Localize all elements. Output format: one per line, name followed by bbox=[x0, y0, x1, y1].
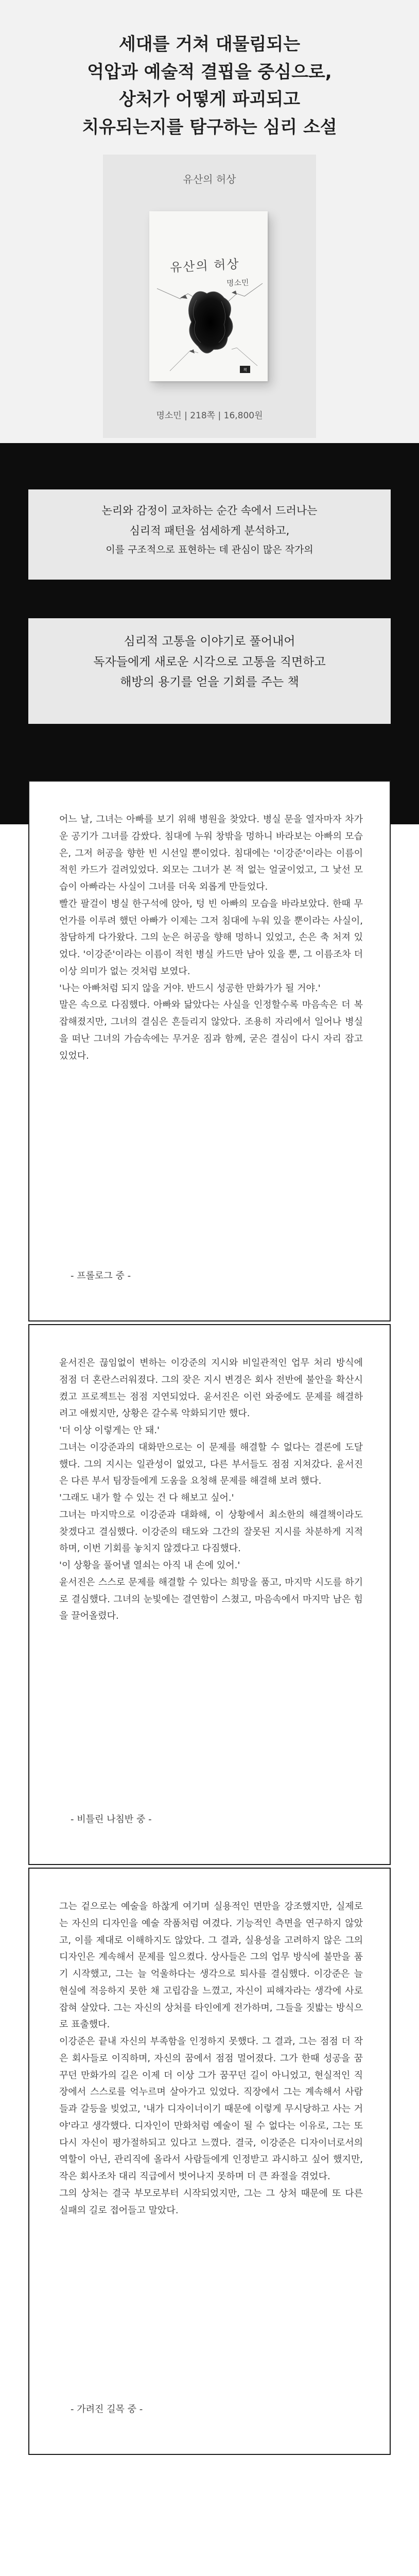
excerpt-paragraph: '더 이상 이렇게는 안 돼.' bbox=[59, 1425, 160, 1436]
excerpt-paragraph: 어느 날, 그녀는 아빠를 보기 위해 병원을 찾았다. 병실 문을 열자마자 차가운 공기가 그녀를 감쌌다. 침대에 누워 창밖을 멍하니 바라보는 아빠의 모습은, 그저 허공을 향한 빈 시선일 뿐이었다. 침대에는 '이강준'이라는 이름이 적힌 카드가 걸려있었다. 외모는 그녀가 본 적 없는 얼굴이었고, 그 낯선 모습이 아빠라는 사실이 그녀를 더욱 외롭게 만들었다. bbox=[59, 814, 363, 892]
excerpt-paragraph: 윤서진은 끊임없이 변하는 이강준의 지시와 비일관적인 업무 처리 방식에 점점 더 혼란스러워졌다. 그의 잦은 지시 변경은 회사 전반에 불안을 확산시켰고 프로젝트는 점점 지연되었다. 윤서진은 이런 와중에도 문제를 해결하려고 애썼지만, 상황은 갈수록 악화되기만 했다. bbox=[59, 1358, 363, 1419]
cover-author: 명소민 bbox=[226, 278, 249, 288]
excerpt-paragraph: 빨간 팔걸이 병실 한구석에 앉아, 텅 빈 아빠의 모습을 바라보았다. 한때 무언가를 이루려 했던 아빠가 이제는 그저 침대에 누워 있을 뿐이라는 사실이, 참담하게 다가왔다. 그의 눈은 허공을 향해 멍하니 있었고, 손은 축 처져 있었다. '이강준'이라는 이름이 적힌 병실 카드만 남아 있을 뿐, 그 이름조차 더 이상 의미가 없는 것처럼 보였다. bbox=[59, 898, 363, 977]
author-quote-box bbox=[28, 489, 391, 580]
excerpt-paragraph: 말은 속으로 다짐했다. 아빠와 닮았다는 사실을 인정할수록 마음속은 더 복잡해졌지만, 그녀의 결심은 흔들리지 않았다. 조용히 자리에서 일어나 병실을 떠난 그녀의 가슴속에는 무거운 짐과 함께, 굳은 결심이 다시 자리 잡고 있었다. bbox=[59, 999, 363, 1061]
excerpt-paragraph: 그녀는 이강준과의 대화만으로는 이 문제를 해결할 수 없다는 결론에 도달했다. 그의 지시는 일관성이 없었고, 다른 부서들도 점점 지쳐갔다. 윤서진은 다른 부서 팀장들에게 도움을 요청해 문제를 해결해 보려 했다. bbox=[59, 1442, 363, 1487]
excerpt-paragraph: 윤서진은 스스로 문제를 해결할 수 있다는 희망을 품고, 마지막 시도를 하기로 결심했다. 그녀의 눈빛에는 결연함이 스쳤고, 마음속에서 마지막 남은 힘을 끌어올렸다. bbox=[59, 1577, 363, 1622]
quote-line: 논리와 감정이 교차하는 순간 속에서 드러나는 bbox=[101, 504, 318, 517]
book-title: 유산의 허상 bbox=[183, 173, 236, 185]
book-quote-box bbox=[28, 618, 391, 724]
hero-section bbox=[0, 0, 419, 443]
excerpt-paragraph: '이 상황을 풀어낼 열쇠는 아직 내 손에 있어.' bbox=[59, 1560, 240, 1571]
excerpt-paragraph: 그의 상처는 결국 부모로부터 시작되었지만, 그는 그 상처 때문에 또 다른 실패의 길로 접어들고 말았다. bbox=[59, 2188, 363, 2216]
excerpt-paragraph: 이강준은 끝내 자신의 부족함을 인정하지 못했다. 그 결과, 그는 점점 더 작은 회사들로 이직하며, 자신의 꿈에서 점점 멀어졌다. 그가 한때 성공을 꿈꾸던 만화가의 길은 이제 더 이상 그가 꿈꾸던 길이 아니었고, 현실적인 직장에서 스스로를 억누르며 살아가고 있었다. 직장에서 그는 계속해서 사람들과 갈등을 빚었고, '내가 디자이너이기 때문에 이렇게 무시당하고 사는 거야'라고 생각했다. 디자인이 만화처럼 예술이 될 수 없다는 이유로, 그는 또다시 자신이 평가절하되고 있다고 느꼈다. 결국, 이강준은 디자이너로서의 역할이 아닌, 관리직에 올라서 사람들에게 인정받고 과시하고 싶어 했지만, 작은 회사조차 대리 직급에서 벗어나지 못하며 더 큰 좌절을 겪었다. bbox=[59, 2036, 363, 2182]
excerpt-body bbox=[59, 1899, 363, 2219]
quote-line: 해방의 용기를 얻을 기회를 주는 책 bbox=[120, 675, 299, 689]
cover-title: 유산의 허상 bbox=[169, 257, 240, 275]
quote-line: 심리적 고통을 이야기로 풀어내어 bbox=[124, 635, 295, 648]
headline-line: 상처가 어떻게 파괴되고 bbox=[118, 89, 301, 110]
headline-line: 세대를 거쳐 대물림되는 bbox=[118, 34, 301, 55]
excerpt-body bbox=[59, 811, 363, 1064]
excerpt-paragraph: 그는 겉으로는 예술을 하찮게 여기며 실용적인 면만을 강조했지만, 실제로는 자신의 디자인을 예술 작품처럼 여겼다. 기능적인 측면을 연구하지 않았고, 이를 제대로 이해하지도 않았다. 그 결과, 실용성을 고려하지 않은 그의 디자인은 계속해서 문제를 일으켰다. 상사들은 그의 업무 방식에 불만을 품기 시작했고, 그는 늘 억울하다는 생각으로 퇴사를 결심했다. 이강준은 늘 현실에 적응하지 못한 채 고립감을 느꼈고, 자신이 피해자라는 생각에 사로잡혀 살았다. 그는 자신의 상처를 타인에게 전가하며, 그들을 짓밟는 방식으로 표출했다. bbox=[59, 1901, 363, 2030]
excerpt-source: - 가려진 길목 중 - bbox=[71, 2404, 143, 2415]
excerpt-prologue bbox=[28, 781, 391, 1321]
excerpt-paragraph: '그래도 내가 할 수 있는 건 다 해보고 싶어.' bbox=[59, 1493, 234, 1503]
headline-line: 억압과 예술적 결핍을 중심으로, bbox=[87, 61, 332, 82]
excerpt-source: - 프롤로그 중 - bbox=[71, 1270, 131, 1281]
svg-text:책: 책 bbox=[243, 368, 247, 372]
book-card bbox=[103, 155, 316, 438]
excerpt-body bbox=[59, 1355, 363, 1625]
page-footer-space bbox=[0, 2455, 419, 2576]
headline-line: 치유되는지를 탐구하는 심리 소설 bbox=[82, 117, 337, 138]
excerpt-paragraph: 그녀는 마지막으로 이강준과 대화해, 이 상황에서 최소한의 해결책이라도 찾겠다고 결심했다. 이강준의 태도와 그간의 잘못된 지시를 차분하게 지적하며, 이번 기회를 놓치지 않겠다고 다짐했다. bbox=[59, 1509, 363, 1554]
excerpt-twisted-compass bbox=[28, 1324, 391, 1865]
excerpt-source: - 비틀린 나침반 중 - bbox=[71, 1814, 152, 1825]
book-cover-image bbox=[149, 211, 268, 381]
quote-text bbox=[28, 501, 391, 559]
headline bbox=[0, 31, 419, 142]
excerpt-paragraph: '나는 아빠처럼 되지 않을 거야. 반드시 성공한 만화가가 될 거야.' bbox=[59, 982, 321, 994]
book-meta: 명소민 | 218쪽 | 16,800원 bbox=[156, 411, 263, 421]
quote-line: 이를 구조적으로 표현하는 데 관심이 많은 작가의 bbox=[106, 544, 313, 555]
cover-text bbox=[149, 211, 268, 381]
quote-text bbox=[28, 632, 391, 693]
quote-line: 독자들에게 새로운 시각으로 고통을 직면하고 bbox=[93, 655, 326, 669]
quote-line: 심리적 패턴을 섬세하게 분석하고, bbox=[129, 524, 290, 537]
excerpt-hidden-path bbox=[28, 1868, 391, 2455]
